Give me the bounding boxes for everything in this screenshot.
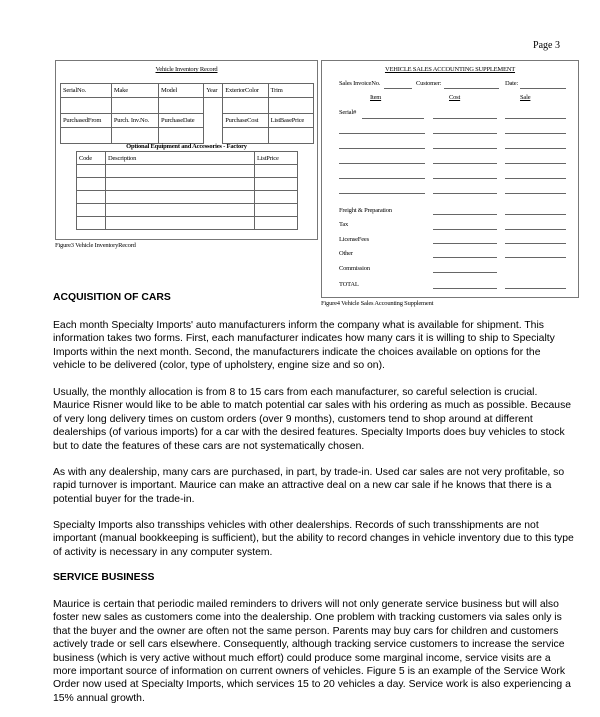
page-number: Page 3	[533, 40, 560, 51]
header-cell: Description	[106, 152, 255, 165]
header-cell: Code	[77, 152, 106, 165]
tax-label: Tax	[339, 221, 349, 228]
fill-in-line	[433, 133, 497, 134]
fill-in-line	[505, 163, 566, 164]
optional-equipment-table	[76, 151, 298, 230]
fill-in-line	[505, 243, 566, 244]
acquisition-heading: ACQUISITION OF CARS	[53, 292, 171, 303]
service-heading: SERVICE BUSINESS	[53, 572, 155, 583]
header-cell: Year	[204, 84, 223, 98]
fill-in-line	[505, 133, 566, 134]
total-label: TOTAL	[339, 281, 359, 288]
fill-in-line	[433, 272, 497, 273]
fill-in-line	[505, 214, 566, 215]
vehicle-inventory-record-form	[55, 60, 318, 240]
freight-label: Freight & Preparation	[339, 207, 392, 214]
fill-in-line	[433, 288, 497, 289]
header-cell: Make	[111, 84, 158, 98]
form-title: Vehicle Inventory Record	[155, 66, 218, 73]
fill-in-line	[505, 257, 566, 258]
inventory-table	[60, 83, 314, 144]
vehicle-sales-accounting-supplement-form	[321, 60, 579, 298]
figure3-caption: Figure3 Vehicle InventoryRecord	[55, 242, 136, 249]
other-label: Other	[339, 250, 353, 257]
commission-label: Commission	[339, 265, 370, 272]
paragraph: Each month Specialty Imports' auto manufacturers inform the company what is available for shipment. This information takes two forms. First, each manufacturer indicates how many cars it is willing to ship to Specialty Imports within the next month. Second, the manufacturers indicate the choices available on options for the vehicle to be delivered (color, type of upholstery, engine size and so on).	[53, 320, 555, 372]
header-cell: ListBasePrice	[268, 114, 313, 128]
fill-in-line	[505, 148, 566, 149]
fill-in-line	[433, 214, 497, 215]
license-fees-label: LicenseFees	[339, 236, 369, 243]
cost-column-label: Cost	[449, 94, 461, 101]
fill-in-line	[433, 257, 497, 258]
fill-in-line	[505, 178, 566, 179]
invoice-label: Sales InvoiceNo.	[339, 80, 381, 87]
fill-in-line	[433, 243, 497, 244]
paragraph: Usually, the monthly allocation is from 8 to 15 cars from each manufacturer, so careful selection is crucial. Maurice Risner would like to be able to match potential car sales with his ordering as much as possible. Because of very long delivery times on custom orders (over 9 months), customers tend to shop around at different dealerships (of various imports) for a car with the desired features. Specialty Imports does buy vehicles to stock but to date the features of these cars are not systematically chosen.	[53, 387, 572, 452]
header-cell: SerialNo.	[61, 84, 112, 98]
optional-equipment-title: Optional Equipment and Accessories - Factory	[126, 143, 247, 150]
fill-in-line	[505, 118, 566, 119]
paragraph: Specialty Imports also transships vehicles with other dealerships. Records of such transshipments are not important (manual bookkeeping is sufficient), but the ability to record changes in vehicle inventory due to this type of activity is necessary in any computer system.	[53, 520, 574, 558]
fill-in-line	[433, 163, 497, 164]
fill-in-line	[505, 229, 566, 230]
fill-in-line	[339, 148, 425, 149]
header-cell: Model	[159, 84, 204, 98]
header-cell: Trim	[268, 84, 313, 98]
fill-in-line	[339, 178, 425, 179]
header-cell: Purch. Inv.No.	[111, 114, 158, 128]
fill-in-line	[339, 163, 425, 164]
header-cell: ListPrice	[255, 152, 298, 165]
paragraph: As with any dealership, many cars are purchased, in part, by trade-in. Used car sales are not very profitable, so rapid turnover is important. Maurice can make an attractive deal on a new car sale if he knows that there is a potential buyer for the trade-in.	[53, 467, 565, 505]
fill-in-line	[433, 193, 497, 194]
fill-in-line	[433, 229, 497, 230]
item-column-label: Item	[370, 94, 382, 101]
header-cell: PurchasedFrom	[61, 114, 112, 128]
form-title: VEHICLE SALES ACCOUNTING SUPPLEMENT	[384, 66, 516, 73]
header-cell: PurchaseDate	[159, 114, 204, 128]
customer-label: Customer:	[416, 80, 442, 87]
serial-label: Serial#	[339, 109, 357, 116]
date-label: Date:	[505, 80, 519, 87]
fill-in-line	[339, 133, 425, 134]
fill-in-line	[433, 148, 497, 149]
figure4-caption: Figure4 Vehicle Sales Accounting Supplement	[321, 300, 434, 307]
fill-in-line	[433, 178, 497, 179]
header-cell: PurchaseCost	[223, 114, 268, 128]
header-cell: ExteriorColor	[223, 84, 268, 98]
sale-column-label: Sale	[520, 94, 531, 101]
paragraph: Maurice is certain that periodic mailed reminders to drivers will not only generate service business but will also foster new sales as customers come into the dealership. One problem with tracking customers via sales only is that the buyer and the owner are often not the same person. Parents may buy cars for children and customers actively trade or sell cars elsewhere. Consequently, although tracking service customers to increase the service business (which is very active without much effort) could produce some marginal income, service visits are a more important source of information on current owners of vehicles. Figure 5 is an example of the Service Work Order now used at Specialty Imports, which services 15 to 20 vehicles a day. Service work is also experiencing a 15% annual growth.	[53, 599, 571, 704]
fill-in-line	[505, 193, 566, 194]
fill-in-line	[505, 288, 566, 289]
fill-in-line	[433, 118, 497, 119]
fill-in-line	[339, 193, 425, 194]
